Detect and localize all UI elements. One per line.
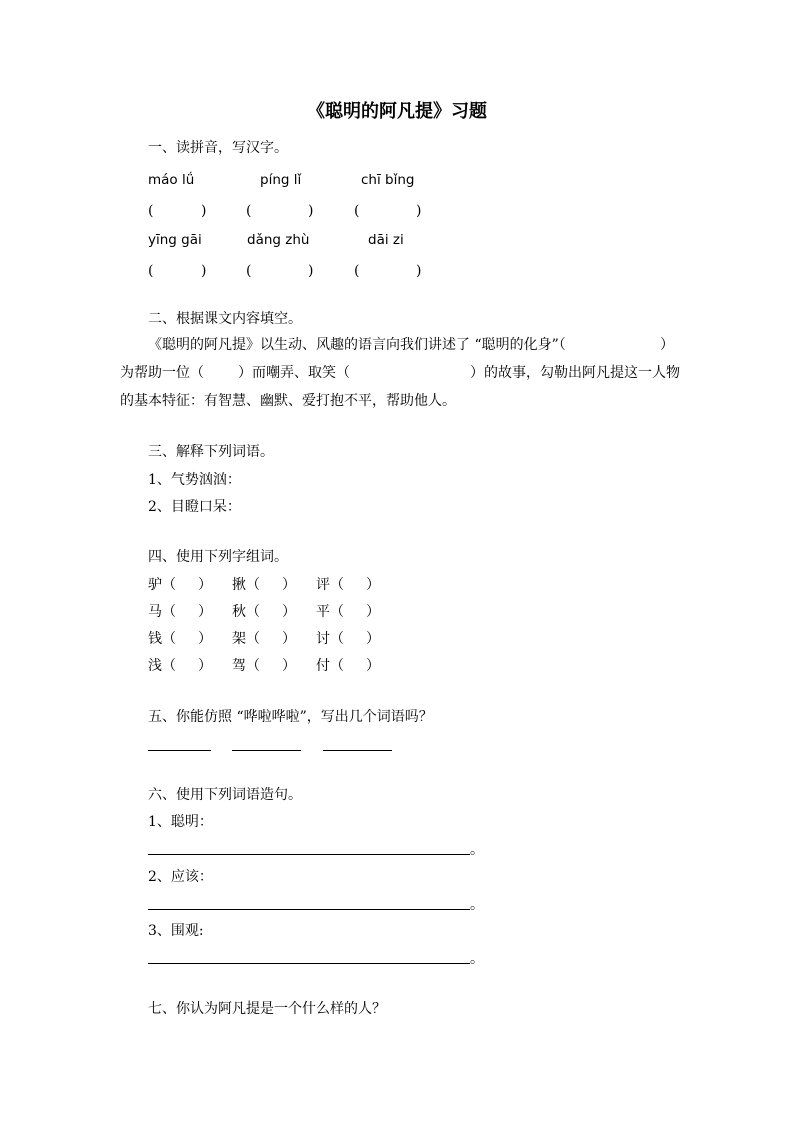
sentence-line[interactable] (148, 854, 470, 855)
fill-text: ） (660, 337, 674, 353)
char-close: ） (366, 658, 380, 674)
char-prompt: 讨（ (316, 631, 344, 647)
answer-paren-open: ( (354, 263, 360, 279)
char-prompt: 浅（ (148, 658, 176, 674)
answer-blank[interactable] (323, 750, 392, 751)
char-prompt: 驴（ (148, 577, 176, 593)
section-7-heading: 七、你认为阿凡提是一个什么样的人？ (148, 1001, 386, 1017)
section-3-heading: 三、解释下列词语。 (148, 444, 274, 460)
answer-paren-open: ( (354, 203, 360, 219)
sentence-prompt: 1、聪明： (148, 814, 213, 830)
fill-text: 的基本特征：有智慧、幽默、爱打抱不平，帮助他人。 (120, 393, 456, 409)
answer-paren-open: ( (246, 203, 252, 219)
pinyin-2: píng lǐ (260, 172, 302, 188)
section-6-heading: 六、使用下列词语造句。 (148, 787, 302, 803)
answer-paren-open: ( (148, 263, 154, 279)
answer-paren-close: ) (308, 203, 314, 219)
section-2-heading: 二、根据课文内容填空。 (148, 311, 302, 327)
definition-item: 2、目瞪口呆： (148, 499, 241, 515)
sentence-period: 。 (470, 951, 484, 967)
fill-text: ）的故事，勾勒出阿凡提这一人物 (470, 365, 680, 381)
char-prompt: 评（ (316, 577, 344, 593)
pinyin-4: yīng gāi (148, 232, 202, 248)
char-close: ） (198, 604, 212, 620)
char-close: ） (198, 577, 212, 593)
pinyin-5: dǎng zhù (247, 232, 310, 248)
answer-paren-close: ) (201, 203, 207, 219)
section-1-heading: 一、读拼音，写汉字。 (148, 140, 288, 156)
char-prompt: 驾（ (232, 658, 260, 674)
char-close: ） (282, 577, 296, 593)
sentence-period: 。 (470, 842, 484, 858)
definition-item: 1、气势汹汹： (148, 472, 241, 488)
answer-paren-open: ( (148, 203, 154, 219)
sentence-prompt: 3、围观: (148, 923, 204, 939)
sentence-line[interactable] (148, 963, 470, 964)
char-close: ） (366, 577, 380, 593)
char-close: ） (198, 631, 212, 647)
pinyin-3: chī bǐng (361, 172, 415, 188)
char-close: ） (282, 604, 296, 620)
char-close: ） (282, 658, 296, 674)
pinyin-6: dāi zi (368, 232, 404, 248)
char-prompt: 钱（ (148, 631, 176, 647)
char-close: ） (282, 631, 296, 647)
page-title: 《聪明的阿凡提》习题 (307, 101, 487, 122)
char-prompt: 付（ (316, 658, 344, 674)
fill-text: 为帮助一位（ (120, 365, 204, 381)
char-prompt: 揪（ (232, 577, 260, 593)
fill-text: ）而嘲弄、取笑（ (238, 365, 350, 381)
char-close: ） (366, 604, 380, 620)
answer-paren-close: ) (416, 203, 422, 219)
char-prompt: 马（ (148, 604, 176, 620)
section-5-heading: 五、你能仿照 “哗啦哗啦”，写出几个词语吗？ (148, 709, 433, 725)
answer-paren-close: ) (308, 263, 314, 279)
answer-paren-close: ) (201, 263, 207, 279)
answer-blank[interactable] (232, 750, 301, 751)
sentence-period: 。 (470, 897, 484, 913)
pinyin-1: máo lǘ (148, 172, 195, 188)
section-4-heading: 四、使用下列字组词。 (148, 549, 288, 565)
sentence-line[interactable] (148, 909, 470, 910)
fill-text: 《聪明的阿凡提》以生动、风趣的语言向我们讲述了 “聪明的化身”（ (148, 337, 566, 353)
char-prompt: 平（ (316, 604, 344, 620)
char-close: ） (198, 658, 212, 674)
sentence-prompt: 2、应该： (148, 869, 213, 885)
char-close: ） (366, 631, 380, 647)
char-prompt: 秋（ (232, 604, 260, 620)
answer-paren-open: ( (246, 263, 252, 279)
answer-blank[interactable] (148, 750, 211, 751)
char-prompt: 架（ (232, 631, 260, 647)
answer-paren-close: ) (416, 263, 422, 279)
